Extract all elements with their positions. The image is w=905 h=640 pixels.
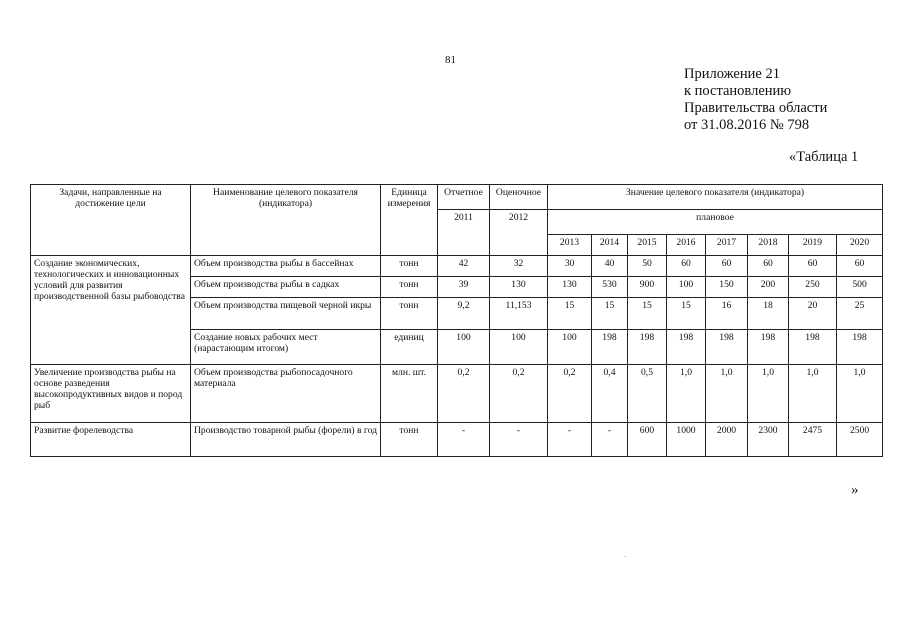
value-cell: 42 [438,256,490,277]
value-cell: 1,0 [706,365,748,423]
value-cell: 50 [628,256,667,277]
unit-cell: тонн [381,256,438,277]
value-cell: 2300 [748,423,789,457]
scan-speck [625,556,626,557]
unit-cell: тонн [381,423,438,457]
value-cell: 60 [706,256,748,277]
appendix-line: Правительства области [684,100,828,116]
table-row [31,256,883,277]
header-unit: Единица измерения [381,185,438,256]
value-cell: 600 [628,423,667,457]
value-cell: 0,2 [490,365,548,423]
value-cell: 198 [748,330,789,365]
task-cell: Создание экономических, технологических и инновационных условий для развития производственной базы рыбоводства [31,256,191,365]
value-cell: 500 [837,277,883,298]
header-year-2012: 2012 [490,210,548,256]
header-tasks: Задачи, направленные на достижение цели [31,185,191,256]
value-cell: 250 [789,277,837,298]
value-cell: 100 [438,330,490,365]
value-cell: 1,0 [789,365,837,423]
value-cell: 198 [592,330,628,365]
indicator-cell: Объем производства рыбопосадочного материала [191,365,381,423]
value-cell: 11,153 [490,298,548,330]
task-cell: Увеличение производства рыбы на основе разведения высокопродуктивных видов и пород рыб [31,365,191,423]
header-reported: Отчетное [438,185,490,210]
appendix-line: Приложение 21 [684,66,780,82]
header-year: 2018 [748,235,789,256]
value-cell: 198 [706,330,748,365]
appendix-line: к постановлению [684,83,792,99]
value-cell: 530 [592,277,628,298]
value-cell: 198 [628,330,667,365]
value-cell: 0,5 [628,365,667,423]
value-cell: 100 [667,277,706,298]
value-cell: 60 [789,256,837,277]
value-cell: 0,2 [438,365,490,423]
indicators-table [30,184,883,457]
closing-quote: » [851,482,859,498]
value-cell: 15 [548,298,592,330]
value-cell: 2500 [837,423,883,457]
header-year: 2015 [628,235,667,256]
value-cell: - [490,423,548,457]
table-row [31,423,883,457]
value-cell: 198 [789,330,837,365]
value-cell: - [548,423,592,457]
value-cell: 1,0 [667,365,706,423]
indicator-cell: Производство товарной рыбы (форели) в год [191,423,381,457]
header-year-2011: 2011 [438,210,490,256]
value-cell: - [438,423,490,457]
unit-cell: млн. шт. [381,365,438,423]
value-cell: 39 [438,277,490,298]
value-cell: 15 [592,298,628,330]
header-year: 2020 [837,235,883,256]
value-cell: 60 [837,256,883,277]
value-cell: 9,2 [438,298,490,330]
header-year: 2019 [789,235,837,256]
value-cell: 16 [706,298,748,330]
value-cell: 1,0 [837,365,883,423]
task-cell: Развитие форелеводства [31,423,191,457]
value-cell: 20 [789,298,837,330]
value-cell: 0,4 [592,365,628,423]
indicator-cell: Объем производства рыбы в бассейнах [191,256,381,277]
indicator-cell: Объем производства рыбы в садках [191,277,381,298]
header-values: Значение целевого показателя (индикатора) [548,185,883,210]
value-cell: 18 [748,298,789,330]
value-cell: 40 [592,256,628,277]
value-cell: 60 [667,256,706,277]
value-cell: 1,0 [748,365,789,423]
value-cell: 25 [837,298,883,330]
header-year: 2017 [706,235,748,256]
value-cell: 1000 [667,423,706,457]
value-cell: 150 [706,277,748,298]
header-year: 2016 [667,235,706,256]
value-cell: 60 [748,256,789,277]
header-planned: плановое [548,210,883,235]
header-row [31,185,883,210]
table-caption: «Таблица 1 [789,149,859,165]
header-year: 2013 [548,235,592,256]
header-estimated: Оценочное [490,185,548,210]
value-cell: 100 [548,330,592,365]
unit-cell: тонн [381,298,438,330]
value-cell: 2000 [706,423,748,457]
appendix-header [684,66,827,134]
value-cell: 200 [748,277,789,298]
unit-cell: единиц [381,330,438,365]
value-cell: 2475 [789,423,837,457]
value-cell: 15 [667,298,706,330]
value-cell: 198 [837,330,883,365]
header-year: 2014 [592,235,628,256]
appendix-line: от 31.08.2016 № 798 [684,117,810,133]
unit-cell: тонн [381,277,438,298]
value-cell: 30 [548,256,592,277]
indicator-cell: Объем производства пищевой черной икры [191,298,381,330]
value-cell: 0,2 [548,365,592,423]
header-indicator: Наименование целевого показателя (индикатора) [191,185,381,256]
indicator-cell: Создание новых рабочих мест (нарастающим итогом) [191,330,381,365]
table-row [31,365,883,423]
value-cell: 900 [628,277,667,298]
value-cell: 15 [628,298,667,330]
value-cell: - [592,423,628,457]
value-cell: 130 [490,277,548,298]
value-cell: 198 [667,330,706,365]
value-cell: 32 [490,256,548,277]
value-cell: 130 [548,277,592,298]
value-cell: 100 [490,330,548,365]
page-number: 81 [445,54,456,66]
